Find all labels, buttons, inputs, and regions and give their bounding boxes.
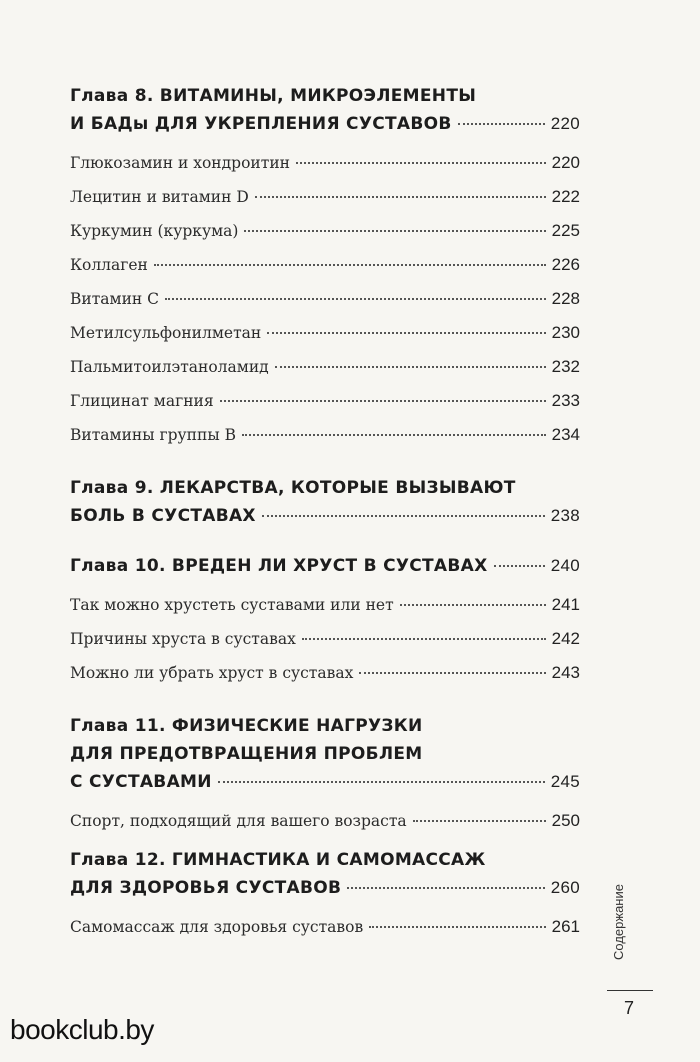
leader-dots xyxy=(218,780,545,783)
leader-dots xyxy=(494,564,545,567)
chapter-page-number: 238 xyxy=(550,506,580,525)
entry-page-number: 243 xyxy=(551,663,580,682)
chapter-title-line: Глава 8. ВИТАМИНЫ, МИКРОЭЛЕМЕНТЫ xyxy=(70,86,477,106)
entry-page-number: 220 xyxy=(551,153,580,172)
leader-dots xyxy=(165,297,546,300)
leader-dots xyxy=(220,399,546,402)
chapter-title-row[interactable] xyxy=(70,110,580,138)
entry-page-number: 250 xyxy=(551,811,580,830)
page-number: 7 xyxy=(624,998,635,1018)
toc-entry[interactable] xyxy=(70,282,580,316)
chapter-title-row[interactable] xyxy=(70,502,580,530)
leader-dots xyxy=(262,514,545,517)
chapter-title-row[interactable] xyxy=(70,768,580,796)
chapter-title-line: Глава 11. ФИЗИЧЕСКИЕ НАГРУЗКИ xyxy=(70,716,423,736)
entry-page-number: 242 xyxy=(551,629,580,648)
chapter-title-last-line: Глава 10. ВРЕДЕН ЛИ ХРУСТ В СУСТАВАХ xyxy=(70,556,488,576)
toc-entry[interactable] xyxy=(70,248,580,282)
chapter-title-last-line: И БАДы ДЛЯ УКРЕПЛЕНИЯ СУСТАВОВ xyxy=(70,114,452,134)
entry-page-number: 234 xyxy=(551,425,580,444)
leader-dots xyxy=(458,122,545,125)
chapter-10-section xyxy=(70,552,580,690)
chapter-9-section xyxy=(70,474,580,530)
chapter-page-number: 260 xyxy=(550,878,580,897)
table-of-contents xyxy=(70,82,580,944)
leader-dots xyxy=(244,229,545,232)
entry-title: Куркумин (куркума) xyxy=(70,222,239,240)
chapter-title-last-line: БОЛЬ В СУСТАВАХ xyxy=(70,506,256,526)
entry-title: Глицинат магния xyxy=(70,392,214,410)
entry-title: Витамины группы В xyxy=(70,426,236,444)
chapter-title-line: ДЛЯ ПРЕДОТВРАЩЕНИЯ ПРОБЛЕМ xyxy=(70,744,423,764)
entry-page-number: 226 xyxy=(551,255,580,274)
toc-entry[interactable] xyxy=(70,418,580,452)
chapter-title-line: Глава 12. ГИМНАСТИКА И САМОМАССАЖ xyxy=(70,850,486,870)
leader-dots xyxy=(302,637,546,640)
leader-dots xyxy=(154,263,546,266)
entry-title: Спорт, подходящий для вашего возраста xyxy=(70,812,407,830)
entry-title: Коллаген xyxy=(70,256,148,274)
chapter-page-number: 245 xyxy=(550,772,580,791)
chapter-page-number: 240 xyxy=(550,556,580,575)
leader-dots xyxy=(400,603,546,606)
chapter-title-row[interactable] xyxy=(70,874,580,902)
entry-title: Можно ли убрать хруст в суставах xyxy=(70,664,354,682)
chapter-12-section xyxy=(70,846,580,944)
entry-page-number: 241 xyxy=(551,595,580,614)
entry-title: Самомассаж для здоровья суставов xyxy=(70,918,364,936)
leader-dots xyxy=(242,433,546,436)
chapter-title-last-line: С СУСТАВАМИ xyxy=(70,772,212,792)
toc-entry[interactable] xyxy=(70,656,580,690)
toc-entry[interactable] xyxy=(70,214,580,248)
toc-entry[interactable] xyxy=(70,622,580,656)
entry-title: Пальмитоилэтаноламид xyxy=(70,358,269,376)
entry-title: Витамин С xyxy=(70,290,160,308)
leader-dots xyxy=(347,886,544,889)
entry-page-number: 261 xyxy=(551,917,580,936)
entry-page-number: 222 xyxy=(551,187,580,206)
chapter-title-row[interactable] xyxy=(70,552,580,580)
leader-dots xyxy=(359,671,545,674)
entry-page-number: 233 xyxy=(551,391,580,410)
leader-dots xyxy=(413,819,546,822)
section-label: Содержание xyxy=(611,884,626,960)
entry-page-number: 230 xyxy=(551,323,580,342)
toc-entry[interactable] xyxy=(70,804,580,838)
chapter-title-line: Глава 9. ЛЕКАРСТВА, КОТОРЫЕ ВЫЗЫВАЮТ xyxy=(70,478,516,498)
toc-entry[interactable] xyxy=(70,910,580,944)
entry-page-number: 232 xyxy=(551,357,580,376)
entry-title: Так можно хрустеть суставами или нет xyxy=(70,596,394,614)
entry-title: Глюкозамин и хондроитин xyxy=(70,154,290,172)
toc-entry[interactable] xyxy=(70,384,580,418)
leader-dots xyxy=(255,195,546,198)
entry-title: Лецитин и витамин D xyxy=(70,188,249,206)
entry-page-number: 225 xyxy=(551,221,580,240)
toc-entry[interactable] xyxy=(70,588,580,622)
page-number-rule xyxy=(607,990,653,991)
toc-entry[interactable] xyxy=(70,180,580,214)
toc-entry[interactable] xyxy=(70,316,580,350)
entry-page-number: 228 xyxy=(551,289,580,308)
leader-dots xyxy=(296,161,546,164)
toc-entry[interactable] xyxy=(70,146,580,180)
entry-title: Причины хруста в суставах xyxy=(70,630,296,648)
leader-dots xyxy=(267,331,545,334)
toc-entry[interactable] xyxy=(70,350,580,384)
leader-dots xyxy=(369,925,545,928)
chapter-11-section xyxy=(70,712,580,838)
entry-title: Метилсульфонилметан xyxy=(70,324,262,342)
chapter-8-section xyxy=(70,82,580,452)
watermark-text: bookclub.by xyxy=(10,1014,154,1045)
chapter-page-number: 220 xyxy=(550,114,580,133)
chapter-title-last-line: ДЛЯ ЗДОРОВЬЯ СУСТАВОВ xyxy=(70,878,342,898)
leader-dots xyxy=(275,365,546,368)
